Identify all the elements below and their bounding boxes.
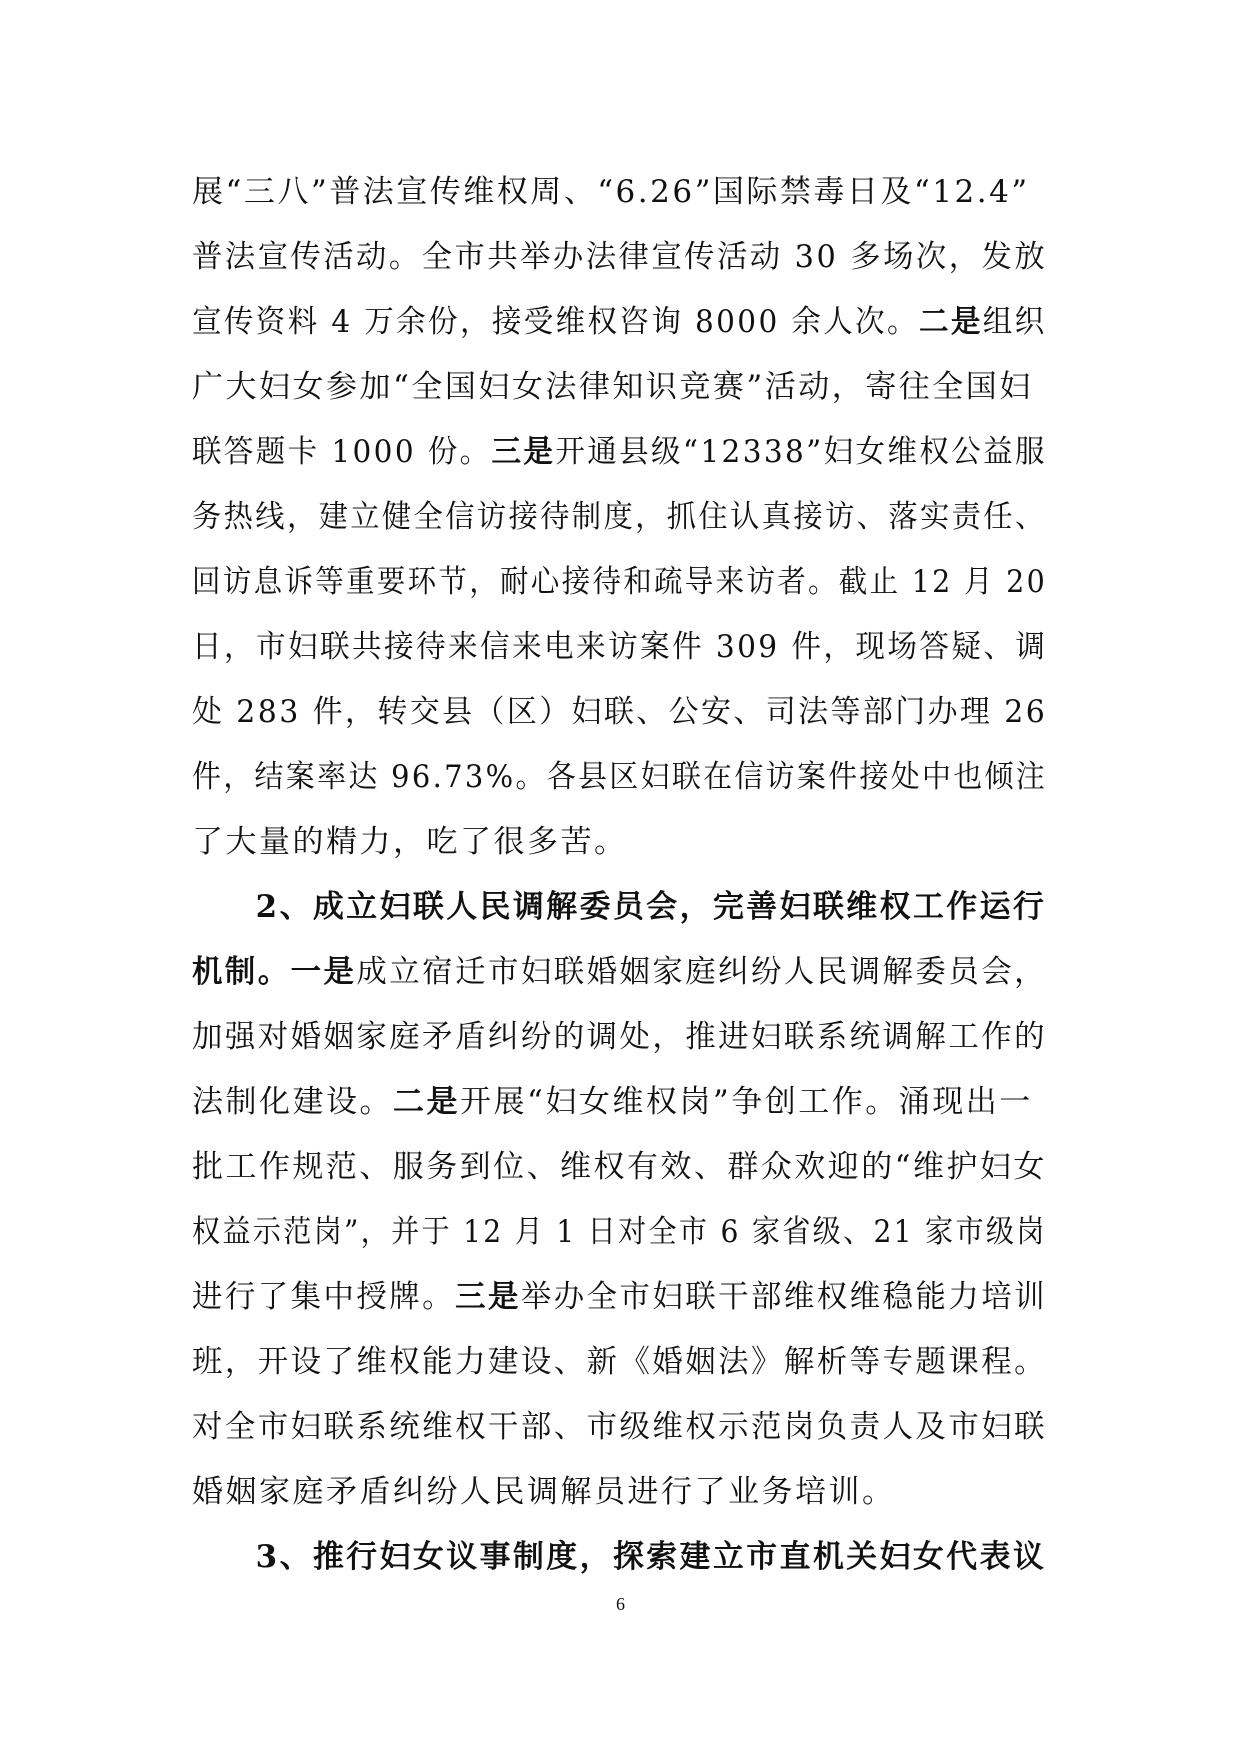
- text-line: [192, 1070, 1047, 1135]
- text-run: 法制化建设。: [192, 1084, 393, 1120]
- text-line: [192, 225, 1048, 290]
- text-run: 成立宿迁市妇联婚姻家庭纠纷人民调解委员会，: [356, 954, 1047, 990]
- text-run: 进行了集中授牌。: [192, 1279, 456, 1315]
- text-run: 加强对婚姻家庭矛盾纠纷的调处，推进妇联系统调解工作的: [192, 1019, 1047, 1055]
- text-line: [192, 1525, 1047, 1590]
- text-run: 日，市妇联共接待来信来电来访案件 309 件，现场答疑、调: [192, 629, 1048, 665]
- text-run: 广大妇女参加“全国妇女法律知识竞赛”活动，寄往全国妇: [192, 369, 1033, 405]
- text-run: 婚姻家庭矛盾纠纷人民调解员进行了业务培训。: [192, 1474, 896, 1510]
- text-run: 权益示范岗”，并于 12 月 1 日对全市 6 家省级、21 家市级岗: [192, 1214, 1047, 1250]
- bold-text-run: 三是: [491, 434, 556, 470]
- bold-text-run: 机制。一是: [192, 954, 357, 990]
- text-line: [192, 485, 1047, 550]
- text-line: [192, 1395, 1047, 1460]
- text-run: 联答题卡 1000 份。: [192, 434, 492, 470]
- text-run: 普法宣传活动。全市共举办法律宣传活动 30 多场次，发放: [192, 239, 1048, 275]
- text-line: [192, 810, 1047, 875]
- text-run: 务热线，建立健全信访接待制度，抓住认真接访、落实责任、: [192, 499, 1047, 535]
- text-run: 组织: [982, 304, 1047, 340]
- text-line: [192, 1135, 1046, 1200]
- text-run: 对全市妇联系统维权干部、市级维权示范岗负责人及市妇联: [192, 1409, 1047, 1445]
- text-run: 开通县级“12338”妇女维权公益服: [555, 434, 1047, 470]
- text-line: [192, 940, 1047, 1005]
- body-text: [192, 160, 1047, 1590]
- text-run: 处 283 件，转交县（区）妇联、公安、司法等部门办理 26: [192, 694, 1048, 730]
- text-line: [192, 1330, 1047, 1395]
- text-line: [192, 875, 1047, 940]
- text-run: 班，开设了维权能力建设、新《婚姻法》解析等专题课程。: [192, 1344, 1047, 1380]
- text-line: [192, 745, 1048, 810]
- text-line: [192, 1005, 1047, 1070]
- bold-text-run: 三是: [455, 1279, 521, 1315]
- bold-text-run: 二是: [393, 1084, 460, 1120]
- text-line: [192, 1460, 1047, 1525]
- text-run: 举办全市妇联干部维权维稳能力培训: [520, 1279, 1047, 1315]
- text-run: 批工作规范、服务到位、维权有效、群众欢迎的“维护妇女: [192, 1149, 1047, 1185]
- text-line: [192, 680, 1048, 745]
- bold-text-run: 二是: [918, 304, 983, 340]
- text-line: [192, 290, 1047, 355]
- text-run: 宣传资料 4 万余份，接受维权咨询 8000 余人次。: [192, 304, 919, 340]
- text-run: 开展“妇女维权岗”争创工作。涌现出一: [460, 1084, 1033, 1120]
- text-line: [192, 420, 1047, 485]
- text-line: [192, 615, 1048, 680]
- page-number: 6: [616, 1594, 625, 1614]
- text-line: [192, 355, 1047, 420]
- bold-text-run: 2、成立妇联人民调解委员会，完善妇联维权工作运行: [255, 889, 1047, 925]
- text-run: 了大量的精力，吃了很多苦。: [192, 824, 628, 860]
- text-run: 展“三八”普法宣传维权周、“6.26”国际禁毒日及“12.4”: [192, 174, 1030, 210]
- text-line: [192, 1265, 1047, 1330]
- text-run: 件，结案率达 96.73%。各县区妇联在信访案件接处中也倾注: [192, 759, 1048, 795]
- text-run: 回访息诉等重要环节，耐心接待和疏导来访者。截止 12 月 20: [192, 564, 1047, 600]
- text-line: [192, 550, 1047, 615]
- text-line: [192, 1200, 1047, 1265]
- text-line: [192, 160, 1047, 225]
- bold-text-run: 3、推行妇女议事制度，探索建立市直机关妇女代表议: [255, 1539, 1047, 1575]
